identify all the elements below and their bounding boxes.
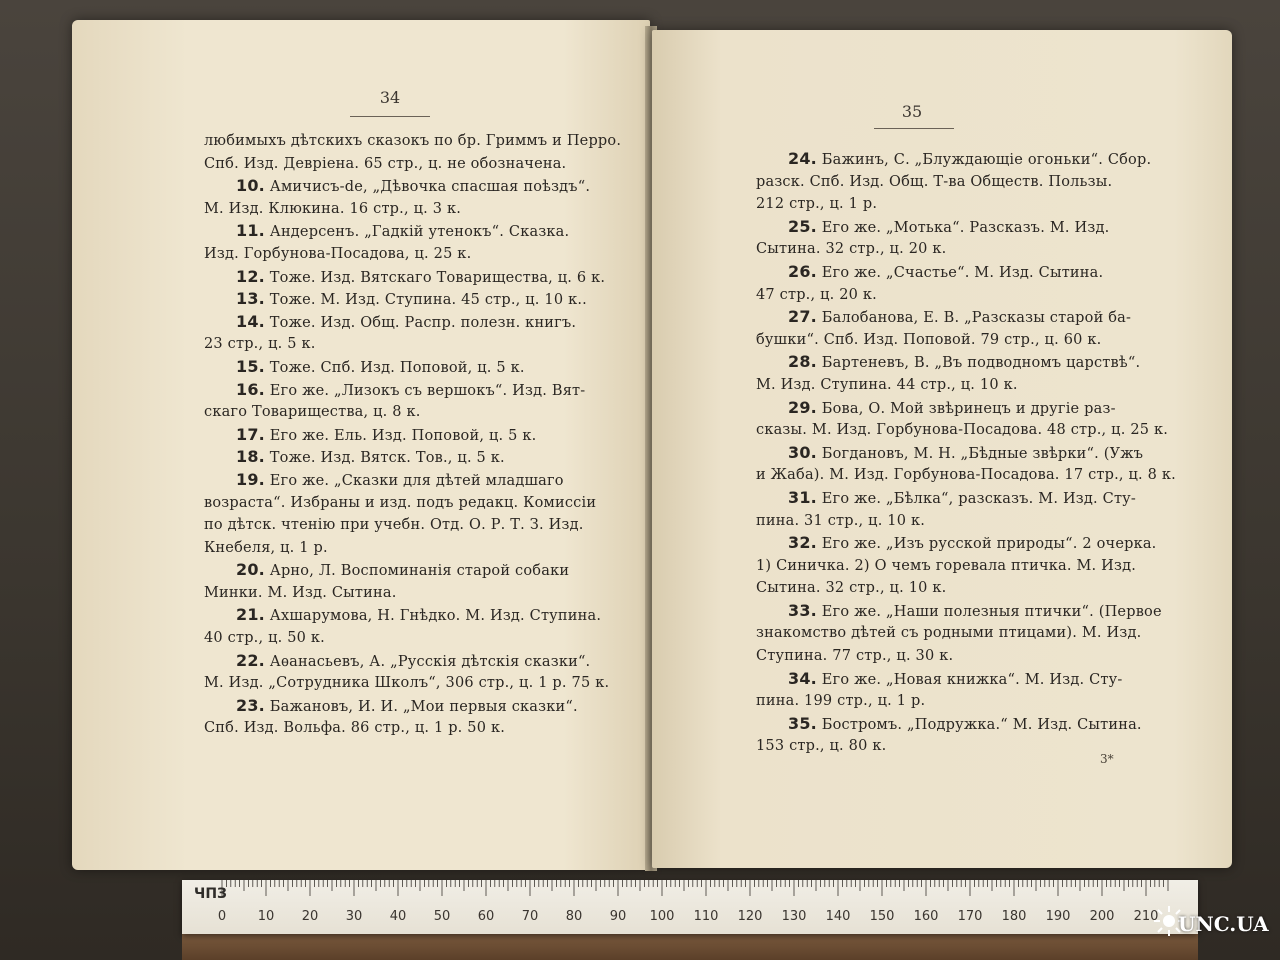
entry-number: 23. (236, 695, 265, 715)
ruler-tick-label: 200 (1089, 909, 1115, 924)
page-number-rule (350, 116, 430, 117)
entry-text: Бова, О. Мой звѣринецъ и другіе раз- (816, 400, 1116, 417)
text-line (756, 555, 1158, 578)
entry-text: Ахшарумова, Н. Гнѣдко. М. Изд. Ступина. (264, 608, 602, 625)
text-line (204, 604, 604, 627)
ruler (182, 880, 1198, 934)
entry-text: Тоже. Изд. Вятскаго Товарищества, ц. 6 к. (264, 269, 606, 286)
entry-text: Андерсенъ. „Гадкій утенокъ“. Сказка. (264, 224, 570, 241)
ruler-tick-label: 210 (1133, 909, 1159, 924)
page-number-rule (874, 128, 954, 129)
entry-number: 34. (788, 668, 817, 688)
text-line (756, 487, 1158, 510)
text-line (756, 284, 1158, 307)
ruler-tick-label: 90 (609, 909, 627, 924)
ruler-tick-label: 170 (957, 909, 983, 924)
text-line (204, 424, 604, 447)
signature-mark: 3* (1100, 752, 1114, 766)
entry-text: пина. 199 стр., ц. 1 р. (756, 693, 926, 710)
entry-number: 28. (788, 352, 817, 372)
entry-text: Его же. „Счастье“. М. Изд. Сытина. (816, 264, 1104, 281)
ruler-tick-label: 0 (217, 909, 227, 924)
entry-text: и Жаба). М. Изд. Горбунова-Посадова. 17 стр., ц. 8 к. (756, 467, 1176, 484)
watermark: UNC.UA (1178, 912, 1269, 936)
entry-text: Его же. „Наши полезныя птички“. (Первое (816, 603, 1162, 620)
text-line (204, 672, 610, 695)
entry-text: Бажановъ, И. И. „Мои первыя сказки“. (264, 698, 578, 715)
ruler-tick-label: 50 (433, 909, 451, 924)
entry-number: 31. (788, 487, 817, 507)
entry-text: Его же. „Новая книжка“. М. Изд. Сту- (816, 671, 1123, 688)
page-number: 35 (901, 102, 923, 121)
text-line (204, 401, 604, 424)
text-line (756, 442, 1158, 465)
ruler-tick-label: 130 (781, 909, 807, 924)
text-line (756, 600, 1162, 623)
ruler-tick-label: 140 (825, 909, 851, 924)
ruler-tick-label: 10 (257, 909, 275, 924)
ruler-scale (182, 880, 1198, 934)
entry-text: 212 стр., ц. 1 р. (756, 196, 878, 213)
entry-text: М. Изд. „Сотрудника Школъ“, 306 стр., ц. 1 р. 75 к. (204, 675, 610, 692)
text-line (204, 446, 604, 469)
text-line (756, 351, 1158, 374)
text-line (204, 717, 604, 740)
entry-number: 13. (236, 289, 265, 309)
ruler-tick-label: 60 (477, 909, 495, 924)
text-line (756, 171, 1158, 194)
text-line (204, 582, 604, 605)
text-line (756, 645, 1158, 668)
entry-text: Бостромъ. „Подружка.“ М. Изд. Сытина. (816, 716, 1142, 733)
ruler-tick-label: 120 (737, 909, 763, 924)
entry-text: М. Изд. Ступина. 44 стр., ц. 10 к. (756, 376, 1018, 393)
entry-text: любимыхъ дѣтскихъ сказокъ по бр. Гриммъ и Перро. (204, 133, 622, 149)
ruler-tick-label: 80 (565, 909, 583, 924)
entry-number: 17. (236, 424, 265, 444)
entry-number: 24. (788, 149, 817, 168)
ruler-brand: ЧПЗ (194, 886, 227, 902)
entry-text: Его же. „Изъ русской природы“. 2 очерка. (816, 536, 1157, 553)
entry-number: 32. (788, 533, 817, 553)
text-line (756, 397, 1158, 420)
text-line (756, 690, 1158, 713)
text-line (756, 668, 1158, 691)
text-line (204, 198, 604, 221)
entry-text: Балобанова, Е. В. „Разсказы старой ба- (816, 310, 1132, 327)
entry-number: 14. (236, 311, 265, 331)
entry-number: 12. (236, 266, 265, 286)
ruler-tick-label: 150 (869, 909, 895, 924)
text-line (204, 311, 604, 334)
ruler-tick-label: 180 (1001, 909, 1027, 924)
entry-number: 22. (236, 650, 265, 670)
entry-text: сказы. М. Изд. Горбунова-Посадова. 48 стр., ц. 25 к. (756, 422, 1169, 439)
entry-number: 19. (236, 469, 265, 489)
text-line (756, 261, 1158, 284)
entry-text: Спб. Изд. Вольфа. 86 стр., ц. 1 р. 50 к. (204, 720, 506, 737)
ruler-tick-label: 190 (1045, 909, 1071, 924)
entry-text: Аѳанасьевъ, А. „Русскія дѣтскія сказки“. (264, 653, 591, 670)
entry-text: бушки“. Спб. Изд. Поповой. 79 стр., ц. 60 к. (756, 331, 1102, 348)
text-line (756, 510, 1158, 533)
entry-text: Его же. „Мотька“. Разсказъ. М. Изд. (816, 219, 1110, 236)
entry-number: 27. (788, 307, 817, 327)
left-page (72, 20, 650, 870)
text-line (204, 130, 622, 153)
entry-text: Тоже. Изд. Вятск. Тов., ц. 5 к. (264, 450, 505, 467)
entry-number: 35. (788, 713, 817, 733)
wooden-ruler-edge (182, 934, 1198, 960)
text-line (756, 464, 1176, 487)
entry-text: скаго Товарищества, ц. 8 к. (204, 404, 421, 421)
entry-text: Его же. „Сказки для дѣтей младшаго (264, 472, 564, 489)
entry-text: Спб. Изд. Девріена. 65 стр., ц. не обозначена. (204, 155, 567, 172)
text-line (204, 650, 604, 673)
entry-text: Его же. „Бѣлка“, разсказъ. М. Изд. Сту- (816, 490, 1137, 507)
text-line (204, 514, 604, 537)
text-line (756, 193, 1158, 216)
text-line (756, 622, 1158, 645)
entry-text: Кнебеля, ц. 1 р. (204, 539, 328, 556)
text-line (756, 713, 1158, 736)
entry-text: Его же. „Лизокъ съ вершокъ“. Изд. Вят- (264, 382, 586, 399)
entry-text: 153 стр., ц. 80 к. (756, 738, 887, 755)
text-line (204, 537, 604, 560)
entry-text: по дѣтск. чтенію при учебн. Отд. О. Р. Т. З. Изд. (204, 517, 584, 534)
entry-number: 21. (236, 605, 265, 625)
entry-text: пина. 31 стр., ц. 10 к. (756, 512, 926, 529)
entry-number: 10. (236, 176, 265, 196)
entry-number: 30. (788, 442, 817, 462)
right-page-text (756, 148, 1176, 758)
ruler-tick-label: 30 (345, 909, 363, 924)
text-line (756, 329, 1158, 352)
entry-text: 23 стр., ц. 5 к. (204, 336, 316, 353)
entry-text: 1) Синичка. 2) О чемъ горевала птичка. М. Изд. (756, 557, 1137, 574)
entry-text: Его же. Ель. Изд. Поповой, ц. 5 к. (264, 427, 537, 444)
text-line (204, 492, 604, 515)
text-line (756, 374, 1158, 397)
entry-number: 15. (236, 356, 265, 376)
entry-text: Амичисъ-de, „Дѣвочка спасшая поѣздъ“. (264, 179, 591, 196)
ruler-tick-label: 40 (389, 909, 407, 924)
text-line (756, 532, 1158, 555)
text-line (204, 243, 604, 266)
ruler-tick-label: 110 (693, 909, 719, 924)
left-page-text (204, 130, 622, 740)
text-line (204, 559, 604, 582)
entry-number: 18. (236, 447, 265, 467)
entry-number: 25. (788, 216, 817, 236)
entry-text: возраста“. Избраны и изд. подъ редакц. Комиссіи (204, 494, 597, 511)
entry-text: 47 стр., ц. 20 к. (756, 286, 877, 303)
entry-text: Изд. Горбунова-Посадова, ц. 25 к. (204, 245, 472, 262)
text-line (756, 577, 1158, 600)
entry-number: 11. (236, 221, 265, 241)
entry-text: Арно, Л. Воспоминанія старой собаки (264, 563, 570, 580)
ruler-tick-label: 160 (913, 909, 939, 924)
entry-number: 20. (236, 560, 265, 580)
text-line (204, 288, 604, 311)
text-line (204, 175, 604, 198)
entry-text: Богдановъ, М. Н. „Бѣдные звѣрки“. (Ужъ (816, 445, 1144, 462)
text-line (756, 216, 1158, 239)
entry-text: Тоже. М. Изд. Ступина. 45 стр., ц. 10 к.. (264, 292, 587, 309)
text-line (756, 735, 1158, 758)
text-line (204, 627, 604, 650)
text-line (204, 695, 604, 718)
entry-text: Бартеневъ, В. „Въ подводномъ царствѣ“. (816, 355, 1141, 372)
text-line (756, 419, 1169, 442)
text-line (756, 306, 1158, 329)
entry-text: 40 стр., ц. 50 к. (204, 630, 325, 647)
entry-text: Тоже. Изд. Общ. Распр. полезн. книгъ. (264, 314, 577, 331)
ruler-tick-label: 100 (649, 909, 675, 924)
text-line (204, 220, 604, 243)
page-number: 34 (379, 88, 401, 107)
entry-text: Сытина. 32 стр., ц. 10 к. (756, 580, 947, 597)
right-page (652, 30, 1232, 868)
entry-number: 26. (788, 261, 817, 281)
text-line (756, 238, 1158, 261)
ruler-tick-label: 70 (521, 909, 539, 924)
entry-number: 33. (788, 600, 817, 620)
ruler-tick-label: 20 (301, 909, 319, 924)
text-line (204, 356, 604, 379)
text-line (204, 469, 604, 492)
entry-text: Бажинъ, С. „Блуждающіе огоньки“. Сбор. (816, 152, 1152, 168)
text-line (204, 266, 604, 289)
entry-number: 29. (788, 397, 817, 417)
text-line (756, 148, 1158, 171)
entry-text: М. Изд. Клюкина. 16 стр., ц. 3 к. (204, 200, 462, 217)
entry-text: Ступина. 77 стр., ц. 30 к. (756, 648, 954, 665)
text-line (204, 153, 604, 176)
text-line (204, 379, 604, 402)
text-line (204, 333, 604, 356)
entry-text: Тоже. Спб. Изд. Поповой, ц. 5 к. (264, 359, 525, 376)
entry-text: Сытина. 32 стр., ц. 20 к. (756, 241, 947, 258)
entry-text: знакомство дѣтей съ родными птицами). М. Изд. (756, 625, 1142, 642)
entry-number: 16. (236, 379, 265, 399)
entry-text: Минки. М. Изд. Сытина. (204, 584, 397, 601)
entry-text: разск. Спб. Изд. Общ. Т-ва Обществ. Пользы. (756, 173, 1113, 190)
